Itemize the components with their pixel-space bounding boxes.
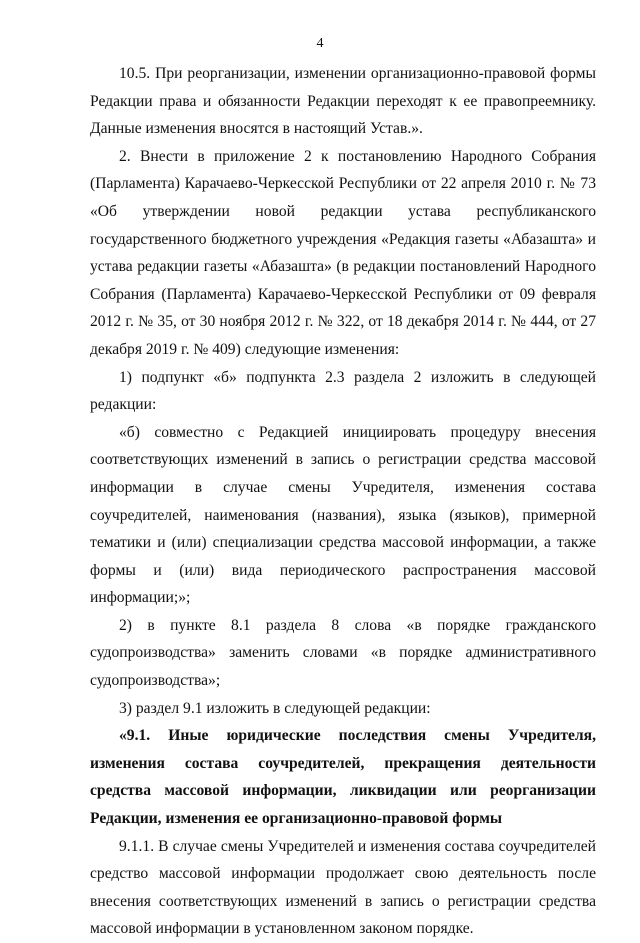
paragraph-10-5: 10.5. При реорганизации, изменении организационно-правовой формы Редакции права и обязанности Редакции переходят к ее правопреемнику. Данные изменения вносятся в настоящий Устав.». [90,65,596,138]
paragraph-item-1: 1) подпункт «б» подпункта 2.3 раздела 2 изложить в следующей редакции: [90,368,596,414]
paragraph-9-1-1: 9.1.1. В случае смены Учредителей и изменения состава соучредителей средство массовой информации продолжает свою деятельность после внесения соответствующих изменений в запись о регистрации средства массовой информации в установленном законом порядке. [90,837,596,938]
paragraph-subitem-b: «б) совместно с Редакцией инициировать процедуру внесения соответствующих изменений в запись о регистрации средства массовой информации в случае смены Учредителя, изменения состава соучредителей, наименования (названия), языка (языков), примерной тематики и (или) специализации средства массовой информации, а также формы и (или) вида периодического распространения массовой информации;»; [90,423,596,607]
paragraph-item-3: 3) раздел 9.1 изложить в следующей редакции: [119,699,431,717]
paragraph-amend-appendix-2: 2. Внести в приложение 2 к постановлению Народного Собрания (Парламента) Карачаево-Черкесской Республики от 22 апреля 2010 г. № 73 «Об утверждении новой редакции устава республиканского государственного бюджетного учреждения «Редакция газеты «Абазашта» и устава редакции газеты «Абазашта» (в редакции постановлений Народного Собрания (Парламента) Карачаево-Черкесской Республики от 09 февраля 2012 г. № 35, от 30 ноября 2012 г. № 322, от 18 декабря 2014 г. № 444, от 27 декабря 2019 г. № 409) следующие изменения: [90,147,596,358]
paragraph-item-2: 2) в пункте 8.1 раздела 8 слова «в порядке гражданского судопроизводства» заменить словами «в порядке административного судопроизводства»; [90,616,596,690]
section-heading-9-1: «9.1. Иные юридические последствия смены Учредителя, изменения состава соучредителей, прекращения деятельности средства массовой информации, ликвидации или реорганизации Редакции, изменения ее организационно-правовой формы [90,727,596,828]
document-body [90,60,596,943]
page-number: 4 [316,36,324,51]
